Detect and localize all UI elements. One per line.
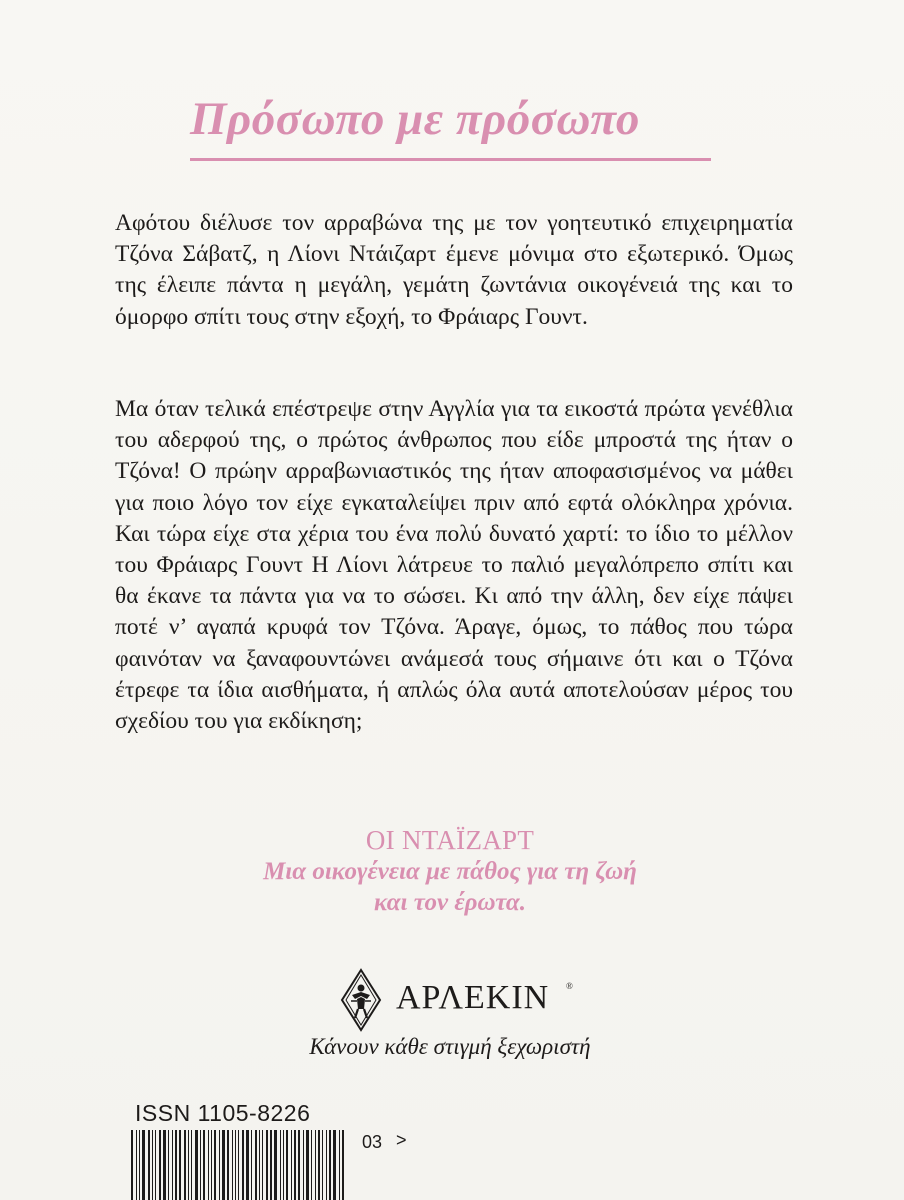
barcode-bar — [200, 1130, 201, 1200]
barcode-bar — [214, 1130, 216, 1200]
barcode-bar — [315, 1130, 316, 1200]
barcode-bar — [306, 1130, 309, 1200]
barcode-bar — [208, 1130, 209, 1200]
barcode-bar — [172, 1130, 173, 1200]
issn-label: ISSN 1105-8226 — [135, 1100, 311, 1126]
barcode-bar — [188, 1130, 189, 1200]
barcode-bar — [303, 1130, 304, 1200]
barcode-bar — [155, 1130, 156, 1200]
series-tagline-line-1: Μια οικογένεια με πάθος για τη ζωή — [263, 858, 637, 885]
barcode-bar — [311, 1130, 312, 1200]
barcode-bar — [298, 1130, 300, 1200]
barcode-bar — [294, 1130, 296, 1200]
registered-mark: ® — [566, 981, 573, 991]
barcode-bar — [238, 1130, 239, 1200]
barcode-bar — [163, 1130, 166, 1200]
barcode-addon-marker: > — [396, 1130, 407, 1150]
barcode-bar — [184, 1130, 186, 1200]
barcode-bar — [329, 1130, 331, 1200]
barcode-bar — [339, 1130, 340, 1200]
barcode-bar — [291, 1130, 292, 1200]
barcode-bar — [274, 1130, 277, 1200]
series-tagline-line-2: και τον έρωτα. — [373, 889, 527, 916]
barcode-bar — [283, 1130, 284, 1200]
barcode-bar — [318, 1130, 320, 1200]
barcode-bar — [222, 1130, 225, 1200]
series-block — [190, 824, 710, 918]
blurb-paragraph-2: Μα όταν τελικά επέστρεψε στην Αγγλία για τα εικοστά πρώτα γενέθλια του αδερφού της, ο πρώτος άνθρωπος που είδε μπροστά της ήταν ο Τζόνα! Ο πρώην αρραβωνιαστικός της ήταν αποφασισμένος να μάθει για ποιο λόγο τον είχε εγκαταλείψει πριν από εφτά ολόκληρα χρόνια. Και τώρα είχε στα χέρια του ένα πολύ δυνατό χαρτί: το ίδιο το μέλλον του Φράιαρς Γουντ Η Λίονι λάτρευε το παλιό μεγαλόπρεπο σπίτι και θα έκανε τα πάντα για να το σώσει. Κι από την άλλη, δεν είχε πάψει ποτέ ν’ αγαπά κρυφά τον Τζόνα. Άραγε, όμως, το πάθος που τώρα φαινόταν να ξαναφουντώνει ανάμεσά τους σήμαινε ότι και ο Τζόνα έτρεφε τα ίδια αισθήματα, ή απλώς όλα αυτά αποτελούσαν μέρος του σχεδίου του για εκδίκηση; — [115, 396, 793, 735]
barcode-bar — [259, 1130, 260, 1200]
barcode-bar — [179, 1130, 181, 1200]
barcode-bar — [131, 1130, 133, 1200]
book-title: Πρόσωπο με πρόσωπο — [190, 93, 640, 145]
barcode-bar — [219, 1130, 220, 1200]
publisher-name: ΑΡΛΕΚΙΝ — [396, 979, 550, 1016]
barcode-bar — [242, 1130, 244, 1200]
barcode-bar — [211, 1130, 212, 1200]
barcode — [131, 1130, 351, 1200]
barcode-bar — [342, 1130, 344, 1200]
series-name: ΟΙ ΝΤΑΪΖΑΡΤ — [365, 825, 535, 855]
blurb-paragraph-1: Αφότου διέλυσε τον αρραβώνα της με τον γοητευτικό επιχειρηματία Τζόνα Σάβατζ, η Λίονι Ντάιζαρτ έμενε μόνιμα στο εξωτερικό. Όμως της έλειπε πάντα η μεγάλη, γεμάτη ζωντάνια οικογένειά της και το όμορφο σπίτι τους στην εξοχή, το Φράιαρς Γουντ. — [115, 210, 793, 330]
publisher-logo — [330, 968, 610, 1034]
barcode-bar — [251, 1130, 252, 1200]
barcode-bar — [255, 1130, 257, 1200]
barcode-bar — [152, 1130, 153, 1200]
barcode-addon-digits: 03 — [362, 1132, 383, 1152]
barcode-bar — [139, 1130, 140, 1200]
barcode-bar — [175, 1130, 177, 1200]
barcode-bar — [322, 1130, 323, 1200]
barcode-bar — [159, 1130, 161, 1200]
barcode-bar — [246, 1130, 249, 1200]
barcode-bar — [227, 1130, 229, 1200]
barcode-bar — [280, 1130, 281, 1200]
barcode-bar — [266, 1130, 268, 1200]
barcode-bar — [270, 1130, 272, 1200]
publisher-slogan: Κάνουν κάθε στιγμή ξεχωριστή — [309, 1034, 591, 1059]
barcode-bar — [286, 1130, 288, 1200]
barcode-bar — [262, 1130, 263, 1200]
barcode-bar — [148, 1130, 150, 1200]
barcode-bar — [333, 1130, 336, 1200]
barcode-bar — [326, 1130, 327, 1200]
barcode-bar — [168, 1130, 169, 1200]
barcode-bar — [191, 1130, 192, 1200]
barcode-bar — [142, 1130, 145, 1200]
barcode-bar — [232, 1130, 233, 1200]
barcode-bar — [195, 1130, 198, 1200]
barcode-bar — [203, 1130, 205, 1200]
harlequin-diamond-icon — [340, 968, 382, 1032]
barcode-bar — [136, 1130, 137, 1200]
barcode-bar — [235, 1130, 236, 1200]
title-underline — [190, 158, 711, 161]
